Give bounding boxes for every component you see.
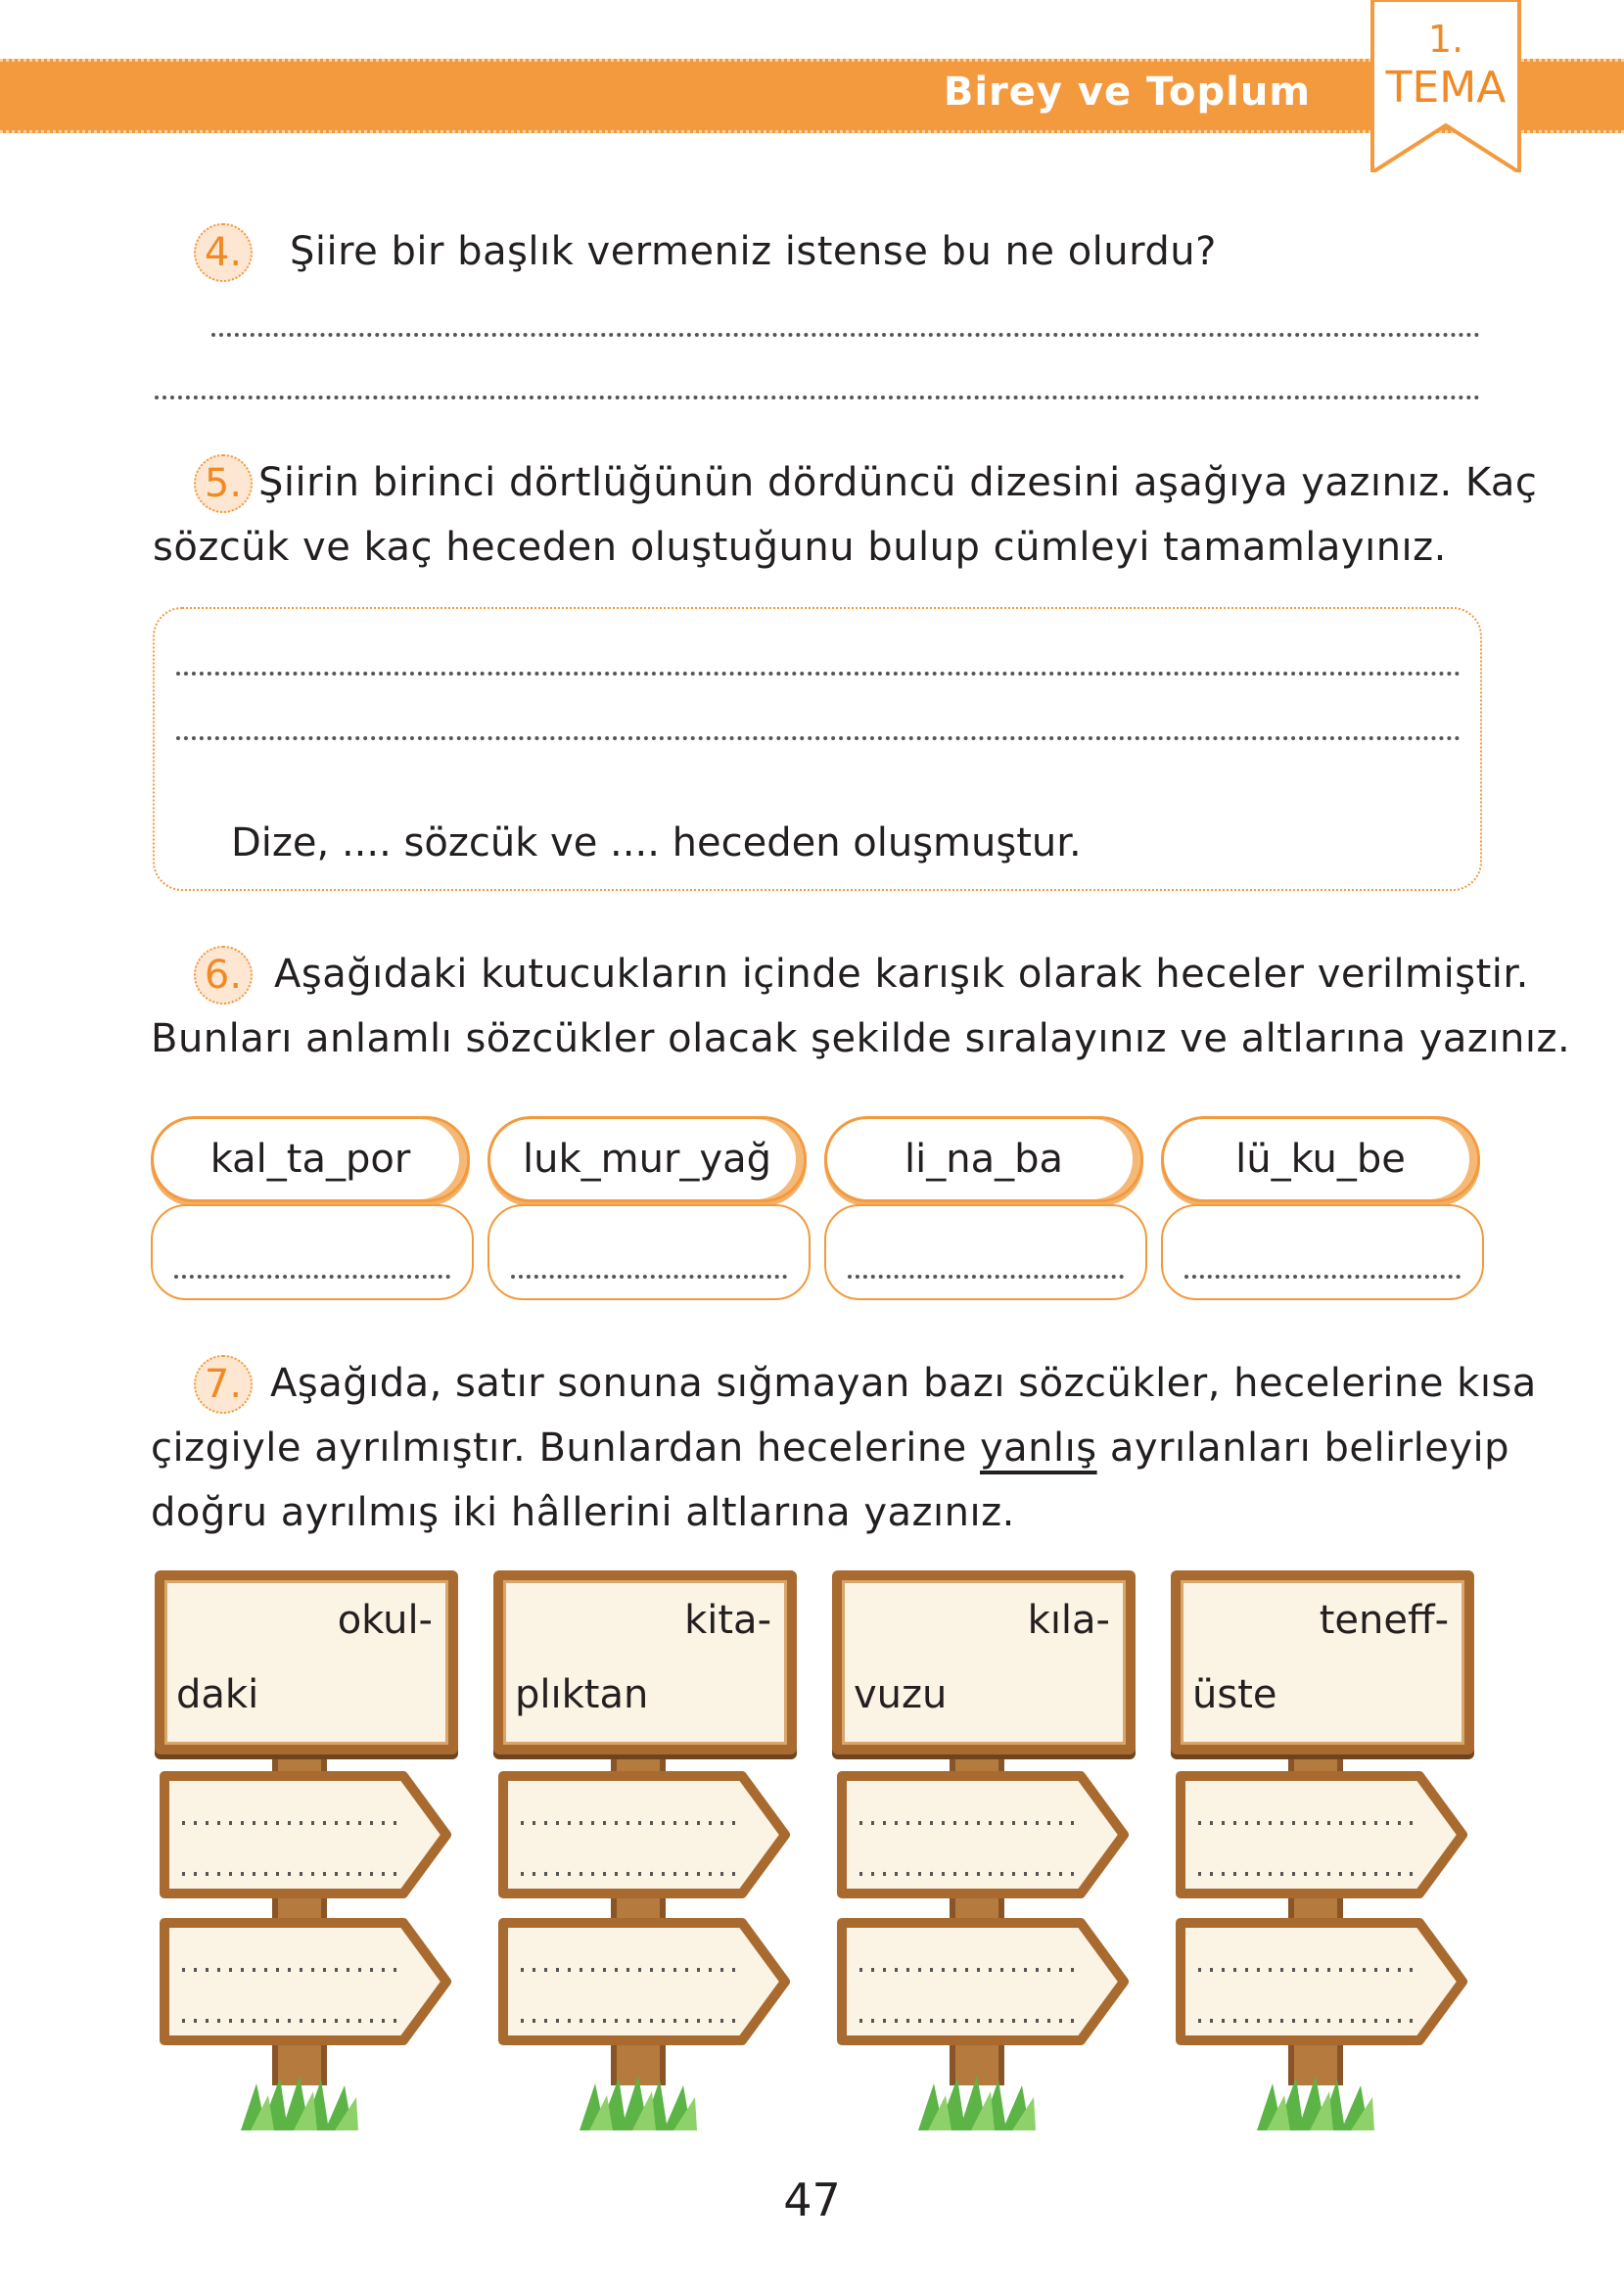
question-7-text-line1: Aşağıda, satır sonuna sığmayan bazı sözcükler, hecelerine kısa [270, 1361, 1537, 1406]
grass-icon [1253, 2076, 1378, 2130]
signpost-arrow-board [497, 1917, 791, 2046]
syllable-box: lü_ku_be [1161, 1116, 1480, 1202]
signpost-arrow-board [1175, 1917, 1468, 2046]
syllable-box: kal_ta_por [151, 1116, 470, 1202]
emphasis-word: yanlış [980, 1426, 1097, 1471]
hyphenated-word-top: okul- [337, 1598, 433, 1643]
question-5-text-line1: Şiirin birinci dörtlüğünün dördüncü dizesini aşağıya yazınız. Kaç [258, 460, 1538, 505]
signpost-arrow-board [836, 1770, 1130, 1899]
syllable-answer-box[interactable] [487, 1204, 811, 1300]
syllable-answer-box[interactable] [1161, 1204, 1484, 1300]
question-number-7: 7. [194, 1355, 253, 1414]
hyphenated-word-bottom: üste [1192, 1672, 1277, 1717]
signpost-arrow-board [159, 1770, 452, 1899]
theme-label: TEMA [1385, 63, 1507, 113]
question-number-6: 6. [194, 946, 253, 1005]
syllable-box: luk_mur_yağ [487, 1116, 807, 1202]
answer-line[interactable] [155, 396, 1480, 399]
signpost-arrow-board [159, 1917, 452, 2046]
question-5-text-line2: sözcük ve kaç heceden oluştuğunu bulup cümleyi tamamlayınız. [153, 525, 1447, 570]
grass-icon [576, 2076, 701, 2130]
grass-icon [914, 2076, 1040, 2130]
question-4-text: Şiire bir başlık vermeniz istense bu ne olurdu? [290, 229, 1217, 274]
answer-line[interactable] [176, 736, 1461, 740]
hyphenated-word-top: kıla- [1027, 1598, 1110, 1643]
hyphenated-word-bottom: plıktan [515, 1672, 649, 1717]
syllable-answer-box[interactable] [824, 1204, 1147, 1300]
question-number-4: 4. [194, 223, 253, 282]
question-6-text-line1: Aşağıdaki kutucukların içinde karışık olarak heceler verilmiştir. [274, 952, 1529, 997]
hyphenated-word-top: teneff- [1319, 1598, 1449, 1643]
question-6-text-line2: Bunları anlamlı sözcükler olacak şekilde sıralayınız ve altlarına yazınız. [151, 1016, 1571, 1061]
theme-number: 1. [1427, 18, 1464, 61]
hyphenated-word-bottom: daki [176, 1672, 259, 1717]
fill-sentence: Dize, .... sözcük ve .... heceden oluşmuştur. [231, 820, 1082, 865]
question-7-text-line3: doğru ayrılmış iki hâllerini altlarına yazınız. [151, 1490, 1015, 1535]
question-7-text-line2: çizgiyle ayrılmıştır. Bunlardan hecelerine yanlış ayrılanları belirleyip [151, 1426, 1510, 1471]
answer-line[interactable] [211, 333, 1480, 337]
answer-line[interactable] [176, 672, 1461, 676]
grass-icon [237, 2076, 362, 2130]
signpost-arrow-board [1175, 1770, 1468, 1899]
signpost-arrow-board [497, 1770, 791, 1899]
hyphenated-word-bottom: vuzu [854, 1672, 948, 1717]
syllable-answer-box[interactable] [151, 1204, 474, 1300]
hyphenated-word-top: kita- [684, 1598, 771, 1643]
question-number-5: 5. [194, 454, 253, 513]
theme-title: Birey ve Toplum [943, 70, 1311, 115]
syllable-box: li_na_ba [824, 1116, 1143, 1202]
signpost-arrow-board [836, 1917, 1130, 2046]
page-number: 47 [783, 2174, 841, 2226]
